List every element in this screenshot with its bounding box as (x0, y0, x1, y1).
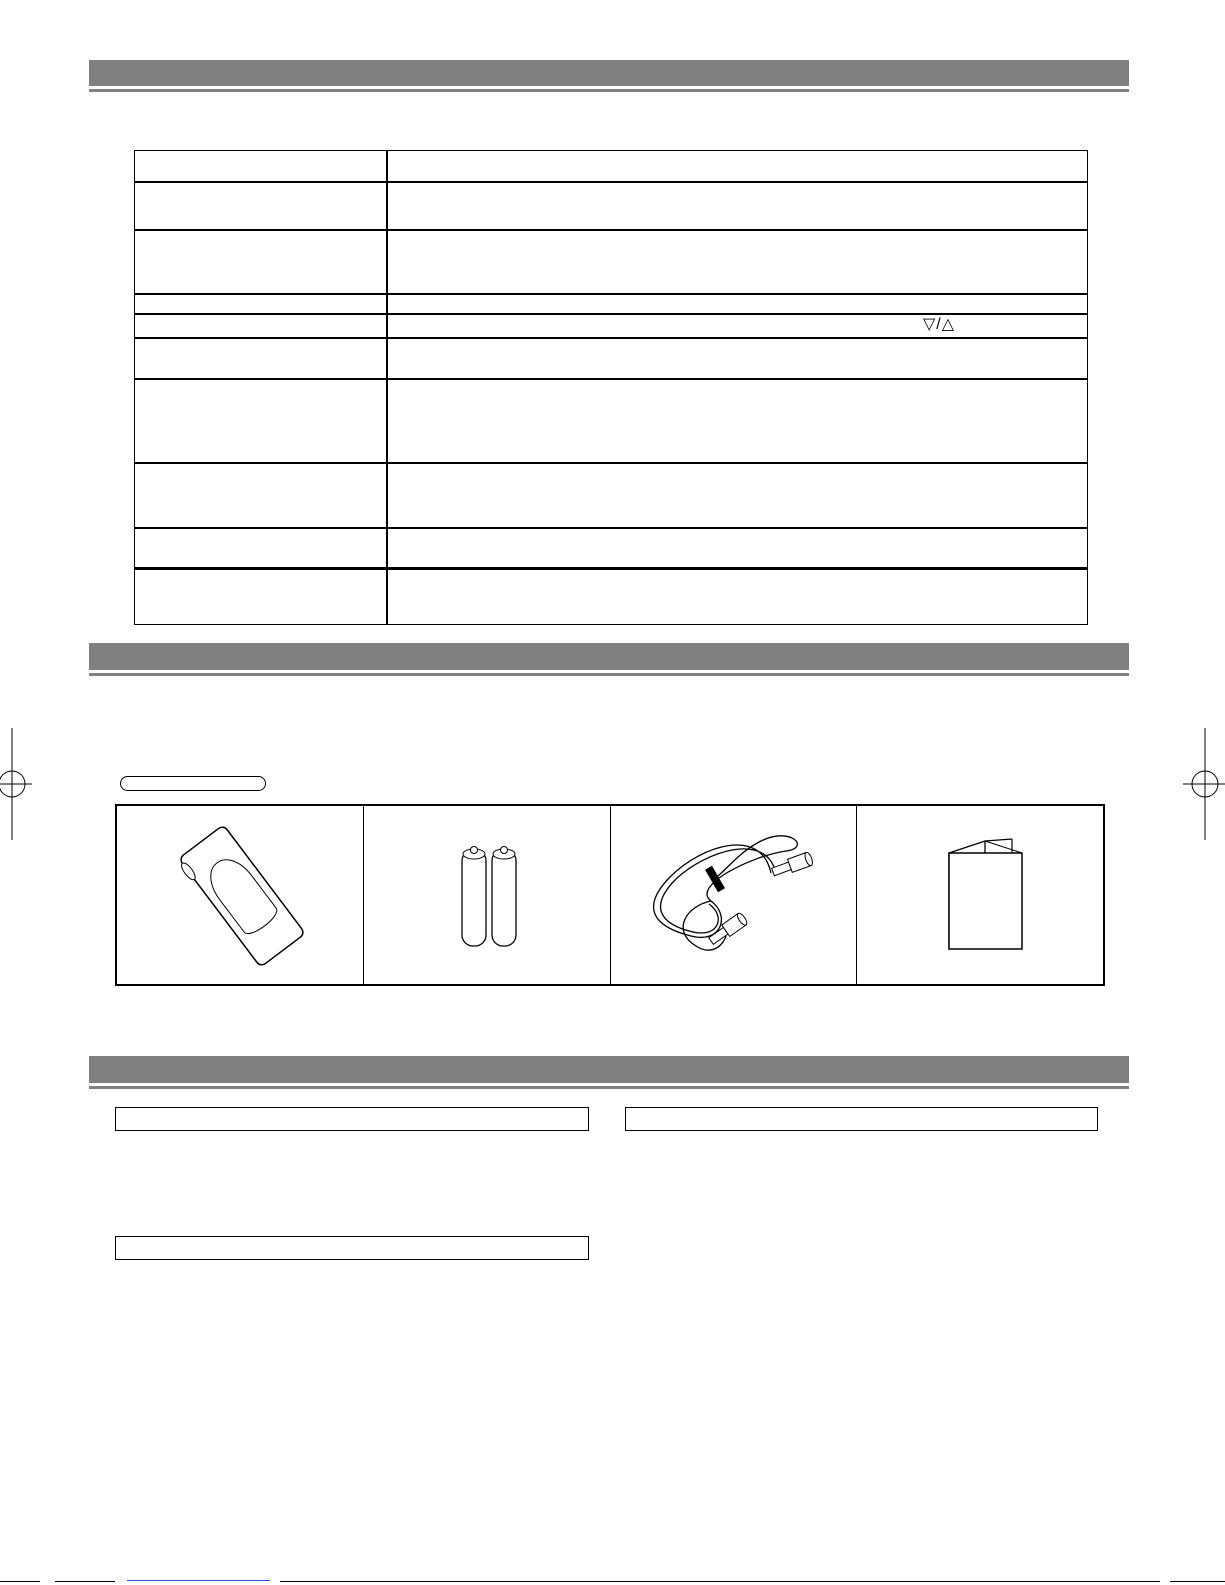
owners-manual-icon (857, 806, 1104, 984)
maintenance-subheading-box (115, 1107, 589, 1131)
maintenance-subheading-box (625, 1107, 1098, 1131)
footer-trim-rule (280, 1581, 1160, 1582)
footer-link-rule (127, 1580, 270, 1581)
remote-control-icon (117, 806, 364, 984)
features-table (134, 150, 1088, 625)
batteries-icon (364, 806, 611, 984)
features-section-underline (89, 89, 1129, 92)
table-row-divider (135, 293, 1087, 295)
registration-mark-left (0, 728, 32, 840)
accessories-grid (115, 804, 1105, 986)
maintenance-subheading-box (115, 1236, 589, 1260)
footer-trim-rule (0, 1581, 40, 1582)
accessory-owners-manual (857, 806, 1103, 984)
table-row-divider (135, 527, 1087, 529)
footer-trim-rule (55, 1581, 115, 1582)
accessory-rf-cable (611, 806, 858, 984)
table-row-divider (135, 567, 1087, 570)
table-column-divider (386, 151, 388, 624)
accessory-batteries (364, 806, 611, 984)
accessory-remote-control (117, 806, 364, 984)
table-row-divider (135, 378, 1087, 380)
table-row-divider (135, 229, 1087, 231)
accessories-label (120, 776, 266, 791)
footer-trim-rule (1170, 1581, 1225, 1582)
registration-mark-right (1183, 728, 1225, 840)
table-row-divider (135, 181, 1087, 183)
rf-coaxial-cable-icon (611, 806, 858, 984)
accessories-section-underline (89, 673, 1129, 676)
accessories-section-bar (89, 643, 1129, 670)
features-section-bar (89, 60, 1129, 86)
down-up-arrow-icon: ▽/△ (923, 316, 956, 333)
table-row-divider (135, 462, 1087, 464)
table-row-divider (135, 313, 1087, 315)
maintenance-section-underline (89, 1086, 1129, 1089)
maintenance-section-bar (89, 1056, 1129, 1083)
table-row-divider (135, 337, 1087, 339)
